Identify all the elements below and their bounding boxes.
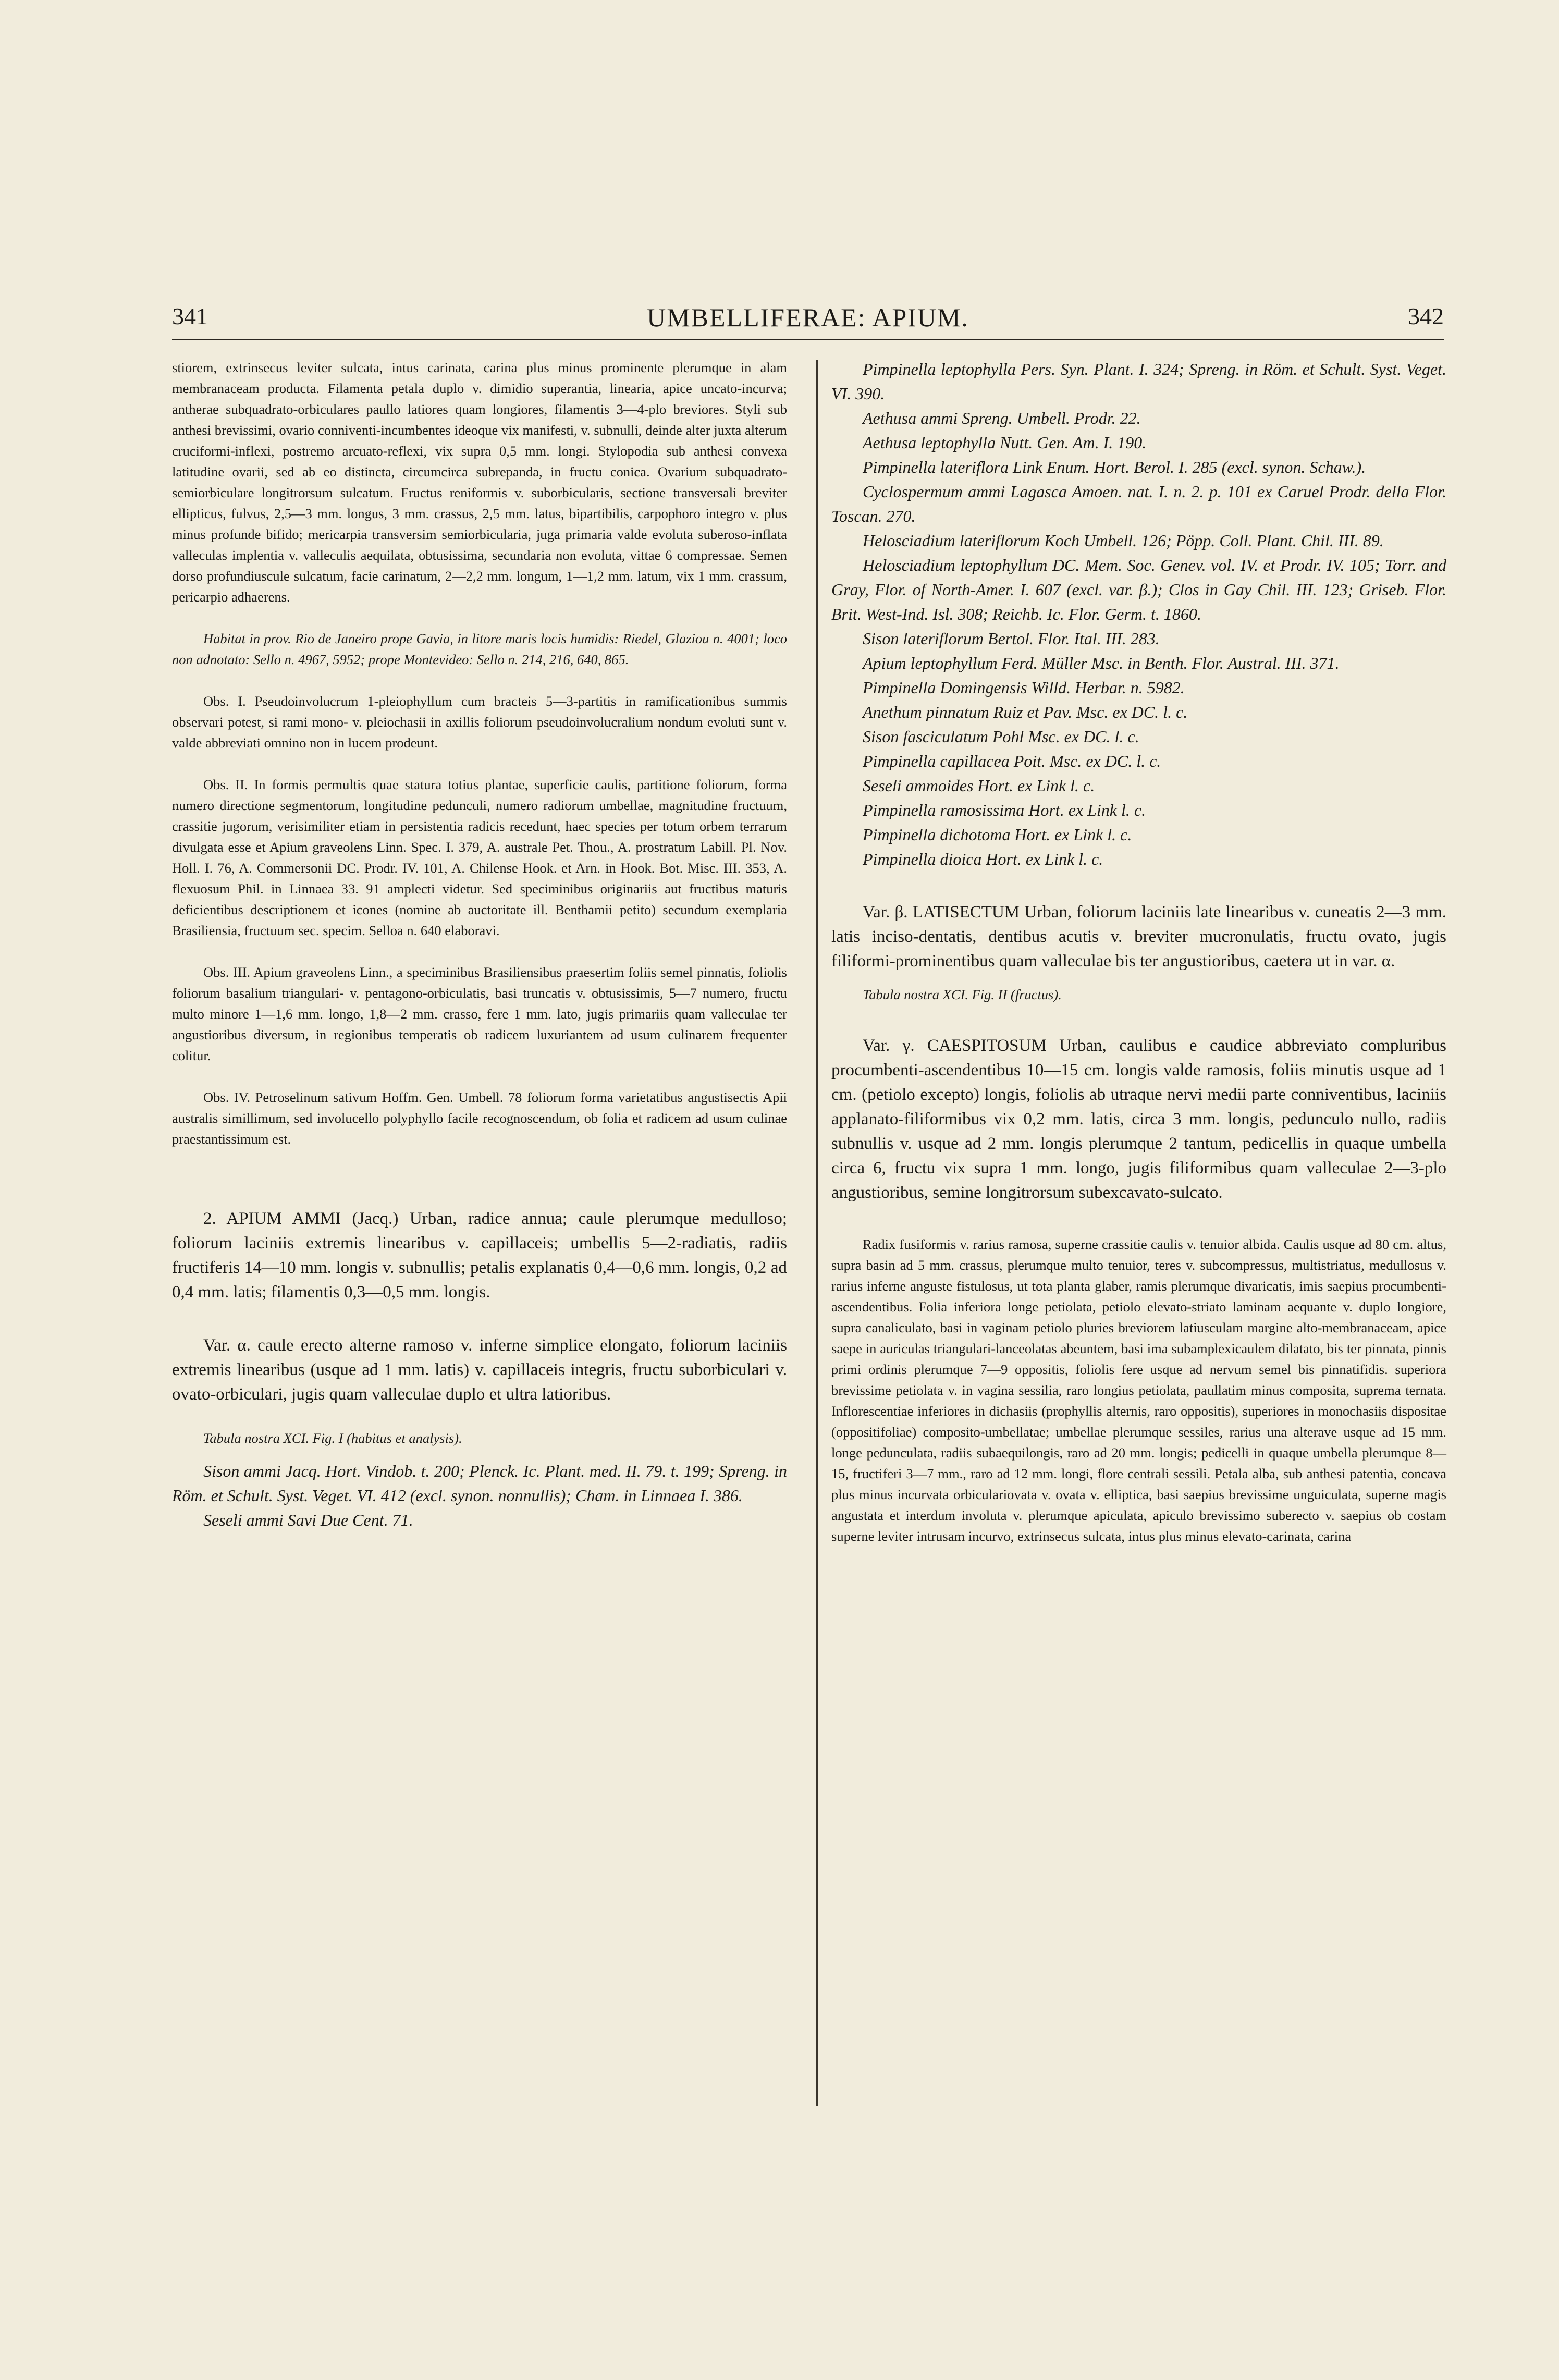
header-rule [172,339,1444,340]
running-title: UMBELLIFERAE: APIUM. [647,303,969,332]
synonym-entry: Pimpinella leptophylla Pers. Syn. Plant. I. 324; Spreng. in Röm. et Schult. Syst. Veget. VI. 390. [831,360,1446,403]
observation-3: Obs. III. Apium graveolens Linn., a speciminibus Brasiliensibus praesertim foliis semel pinnatis, foliolis foliorum basalium triangulari- v. pentagono-orbiculatis, basi truncatis v. obtusissimis, 5—7 numero, fructu multo minore 1—1,6 mm. longo, 1,8—2 mm. crasso, fere 1 mm. lato, jugis primariis quam valleculae ter angustioribus diversum, in regionibus temperatis ob radicem luxuriantem ad usum culinarem frequenter colitur. [172,964,787,1063]
right-column [831,357,1446,1547]
synonym-entry: Pimpinella dichotoma Hort. ex Link l. c. [863,825,1132,844]
variety-alpha: Var. α. caule erecto alterne ramoso v. inferne simplice elongato, foliorum laciniis extremis linearibus (usque ad 1 mm. latis) v. capillaceis integris, fructu suborbiculari v. ovato-orbiculari, jugis quam valleculae duplo et ultra latioribus. [172,1336,787,1404]
synonym-sison-ammi: Sison ammi Jacq. Hort. Vindob. t. 200; Plenck. Ic. Plant. med. II. 79. t. 199; Spreng. in Röm. et Schult. Syst. Veget. VI. 412 (excl. synon. nonnullis); Cham. in Linnaea I. 386. [172,1462,787,1505]
plate-reference-1: Tabula nostra XCI. Fig. I (habitus et analysis). [203,1430,462,1446]
synonym-entry: Helosciadium leptophyllum DC. Mem. Soc. Genev. vol. IV. et Prodr. IV. 105; Torr. and Gray, Flor. of North-Amer. I. 607 (excl. var. β.); Clos in Gay Chil. III. 123; Griseb. Flor. Brit. West-Ind. Isl. 308; Reichb. Ic. Flor. Germ. t. 1860. [831,556,1446,623]
synonym-entry: Pimpinella ramosissima Hort. ex Link l. c. [863,801,1146,819]
variety-gamma: Var. γ. CAESPITOSUM Urban, caulibus e caudice abbreviato compluribus procumbenti-ascendentibus 10—15 cm. longis valde ramosis, foliis minutis usque ad 1 cm. (petiolo excepto) longis, foliolis ab utraque nervi medii parte conniventibus, laciniis applanato-filiformibus vix 0,2 mm. latis, circa 3 mm. longis, pedunculo nullo, radiis subnullis v. usque ad 2 mm. longis plerumque 2 tantum, pedicellis in quaque umbella circa 6, fructu vix supra 1 mm. longo, jugis filiformibus quam valleculae 2—3-plo angustioribus, semine longitrorsum subexcavato-sulcato. [831,1036,1446,1202]
synonym-entry: Pimpinella lateriflora Link Enum. Hort. Berol. I. 285 (excl. synon. Schaw.). [863,458,1366,476]
synonym-entry: Aethusa ammi Spreng. Umbell. Prodr. 22. [863,409,1141,427]
page-number-left: 341 [172,303,208,329]
observation-2: Obs. II. In formis permultis quae statura totius plantae, superficie caulis, partitione foliorum, forma numero directione segmentorum, longitudine pedunculi, numero radiorum umbellae, magnitudine fructuum, crassitie jugorum, verisimiliter etiam in persistentia radicis recedunt, haec species per totum orbem terrarum divulgata esse et Apium graveolens Linn. Spec. I. 379, A. australe Pet. Thou., A. prostratum Labill. Pl. Nov. Holl. I. 76, A. Commersonii DC. Prodr. IV. 101, A. Chilense Hook. et Arn. in Hook. Bot. Misc. III. 353, A. flexuosum Phil. in Linnaea 33. 91 amplecti videtur. Sed speciminibus originariis aut fructibus maturis deficientibus descriptionem et icones (nomine ab auctoritate ill. Benthamii petito) secundum exemplaria Brasiliensia, fructuum sec. specim. Selloa n. 640 elaboravi. [172,777,787,938]
description-paragraph: stiorem, extrinsecus leviter sulcata, intus carinata, carina plus minus prominente plerumque in alam membranaceam producta. Filamenta petala duplo v. dimidio superantia, linearia, apice uncato-incurva; antherae subquadrato-orbiculares paullo latiores quam longiores, filamentis 3—4-plo breviores. Styli sub anthesi brevissimi, ovario conniventi-incumbentes ideoque vix manifesti, v. subnulli, deinde alter juxta alterum cruciformi-inflexi, postremo arcuato-reflexi, vix supra 0,5 mm. longi. Stylopodia sub anthesi convexa latitudine ovarii, sed ab eo distincta, circumcirca subrepanda, in fructu conica. Ovarium subquadrato-semiorbiculare longitrorsum sulcatum. Fructus reniformis v. suborbicularis, sectione transversali breviter ellipticus, fulvus, 2,5—3 mm. longus, 3 mm. crassus, 2,5 mm. latus, bipartibilis, carpophoro integro v. plus minus profunde bifido; mericarpia transversim semiorbicularia, juga primaria valde evoluta suberoso-inflata valleculas implentia v. valleculis aequilata, obtusissima, secundaria non evoluta, vittae 6 compressae. Semen dorso profundiuscule sulcatum, facie carinatum, 2—2,2 mm. longum, 1—1,2 mm. latum, vix 1 mm. crassum, pericarpio adhaerens. [172,360,787,605]
synonym-entry: Helosciadium lateriflorum Koch Umbell. 126; Pöpp. Coll. Plant. Chil. III. 89. [863,531,1384,550]
page-number-right: 342 [1408,303,1444,329]
synonym-entry: Pimpinella capillacea Poit. Msc. ex DC. l. c. [863,752,1161,770]
synonym-entry: Seseli ammoides Hort. ex Link l. c. [863,776,1095,795]
synonym-entry: Cyclospermum ammi Lagasca Amoen. nat. I. n. 2. p. 101 ex Caruel Prodr. della Flor. Toscan. 270. [831,482,1446,525]
morphology-paragraph: Radix fusiformis v. rarius ramosa, superne crassitie caulis v. tenuior albida. Caulis usque ad 80 cm. altus, supra basin ad 5 mm. crassus, plerumque multo tenuior, teres v. subcompressus, multistriatus, medullosus v. rarius inferne anguste fistulosus, ut tota planta glaber, ramis plerumque divaricatis, imis saepius procumbenti-ascendentibus. Folia inferiora longe petiolata, petiolo elevato-striato laminam aequante v. duplo longiore, supra canaliculato, basi in vaginam petiolo pluries breviorem latiusculam margine alto-membranaceam, apice saepe in auriculas triangulari-lanceolatas abeuntem, basi ima subamplexicaulem dilatato, bis ter pinnata, pinnis primi ordinis plerumque 7—9 oppositis, foliolis fere usque ad nervum semel bis pinnatifidis. superiora brevissime petiolata v. in vagina sessilia, raro longius petiolata, paullatim minus composita, suprema ternata. Inflorescentiae inferiores in dichasiis (prophyllis alternis, raro oppositis), superiores in monochasiis dispositae (oppositifoliae) composito-umbellatae; umbellae plerumque sessiles, rarius una alterave usque ad 15 mm. longe pedunculata, radiis subaequilongis, raro ad 20 mm. longis; pedicelli in quaque umbella plerumque 8—15, fructiferi 3—7 mm., raro ad 12 mm. longi, flore centrali sessili. Petala alba, sub anthesi patentia, concava plus minus incurvata orbiculariovata v. ovata v. elliptica, basi saepius brevissime unguiculata, superne magis angustata et interdum involuta v. plerumque apiculata, apiculo brevissimo suberecto v. saepius ob costam superne leviter intrusam incurvo, extrinsecus sulcata, intus plus minus elevato-carinata, carina [831,1236,1446,1544]
synonym-entry: Apium leptophyllum Ferd. Müller Msc. in Benth. Flor. Austral. III. 371. [863,654,1340,672]
plate-reference-2: Tabula nostra XCI. Fig. II (fructus). [863,987,1062,1002]
species-heading-paragraph: 2. APIUM AMMI (Jacq.) Urban, radice annua; caule plerumque medulloso; foliorum laciniis extremis linearibus v. capillaceis; umbellis 5—2-radiatis, radiis fructiferis 14—10 mm. longis v. subnullis; petalis explanatis 0,4—0,6 mm. longis, 0,2 ad 0,4 mm. latis; filamentis 0,3—0,5 mm. longis. [172,1209,787,1302]
observation-4: Obs. IV. Petroselinum sativum Hoffm. Gen. Umbell. 78 foliorum forma varietatibus angustisectis Apii australis simillimum, sed involucello polyphyllo facile recognoscendum, ob folia et radicem ad usum culinae praestantissimum est. [172,1089,787,1147]
left-column [172,357,787,1532]
synonym-list [831,357,1446,872]
column-divider [816,360,818,2106]
observation-1: Obs. I. Pseudoinvolucrum 1-pleiophyllum cum bracteis 5—3-partitis in ramificationibus summis observari potest, si rami mono- v. pleiochasii in axillis foliorum pseudoinvolucralium nondum evoluti sunt v. valde abbreviati omnino non in lucem prodeunt. [172,693,787,751]
synonym-entry: Pimpinella Domingensis Willd. Herbar. n. 5982. [863,678,1185,697]
variety-beta: Var. β. LATISECTUM Urban, foliorum laciniis late linearibus v. cuneatis 2—3 mm. latis inciso-dentatis, dentibus acutis v. breviter mucronulatis, fructu ovato, jugis filiformi-prominentibus quam valleculae bis ter angustioribus, caetera ut in var. α. [831,903,1446,971]
synonym-seseli-ammi: Seseli ammi Savi Due Cent. 71. [203,1511,413,1529]
synonym-entry: Sison fasciculatum Pohl Msc. ex DC. l. c. [863,727,1139,746]
synonym-entry: Anethum pinnatum Ruiz et Pav. Msc. ex DC. l. c. [863,703,1188,721]
synonym-entry: Aethusa leptophylla Nutt. Gen. Am. I. 190. [863,433,1147,452]
synonym-entry: Sison lateriflorum Bertol. Flor. Ital. III. 283. [863,629,1160,648]
habitat-paragraph: Habitat in prov. Rio de Janeiro prope Gavia, in litore maris locis humidis: Riedel, Glaziou n. 4001; loco non adnotato: Sello n. 4967, 5952; prope Montevideo: Sello n. 214, 216, 640, 865. [172,631,787,667]
synonym-entry: Pimpinella dioica Hort. ex Link l. c. [863,850,1103,868]
page-header [172,302,1444,339]
